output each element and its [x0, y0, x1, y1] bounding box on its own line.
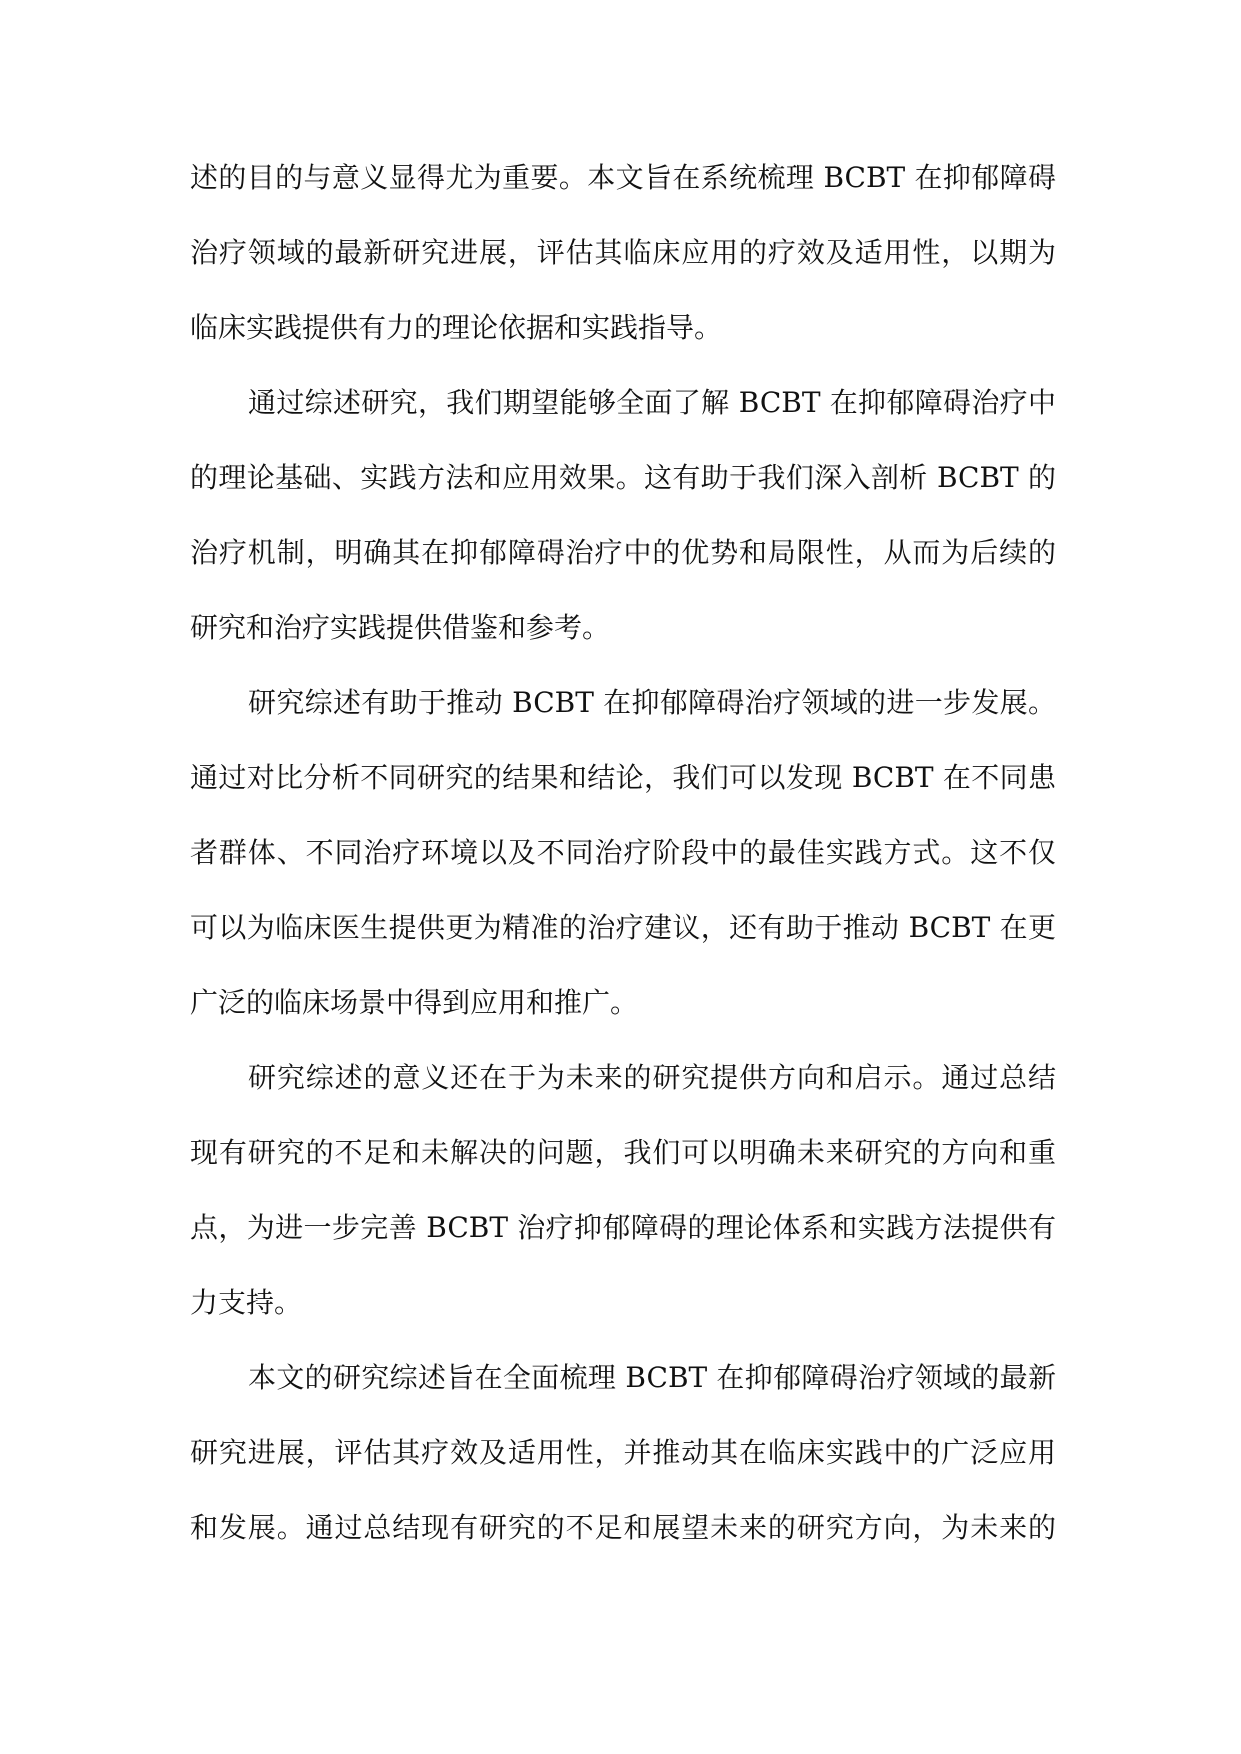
- text-line: 点，为进一步完善 BCBT 治疗抑郁障碍的理论体系和实践方法提供有: [190, 1211, 1056, 1244]
- text-line: 力支持。: [190, 1286, 303, 1319]
- text-line: 研究和治疗实践提供借鉴和参考。: [190, 611, 611, 644]
- text-line: 研究综述有助于推动 BCBT 在抑郁障碍治疗领域的进一步发展。: [248, 686, 1056, 719]
- text-line: 和发展。通过总结现有研究的不足和展望未来的研究方向，为未来的: [190, 1511, 1056, 1544]
- text-line: 通过综述研究，我们期望能够全面了解 BCBT 在抑郁障碍治疗中: [248, 386, 1056, 419]
- text-line: 的理论基础、实践方法和应用效果。这有助于我们深入剖析 BCBT 的: [190, 461, 1056, 494]
- paragraph: [190, 1340, 1056, 1565]
- paragraph: [190, 665, 1056, 1040]
- text-line: 治疗机制，明确其在抑郁障碍治疗中的优势和局限性，从而为后续的: [190, 536, 1056, 569]
- paragraph: [190, 1040, 1056, 1340]
- text-line: 广泛的临床场景中得到应用和推广。: [190, 986, 639, 1019]
- text-line: 者群体、不同治疗环境以及不同治疗阶段中的最佳实践方式。这不仅: [190, 836, 1056, 869]
- text-line: 通过对比分析不同研究的结果和结论，我们可以发现 BCBT 在不同患: [190, 761, 1056, 794]
- paragraph: [190, 140, 1056, 365]
- text-line: 研究综述的意义还在于为未来的研究提供方向和启示。通过总结: [248, 1061, 1056, 1094]
- paragraph: [190, 365, 1056, 665]
- text-line: 本文的研究综述旨在全面梳理 BCBT 在抑郁障碍治疗领域的最新: [248, 1361, 1056, 1394]
- text-line: 述的目的与意义显得尤为重要。本文旨在系统梳理 BCBT 在抑郁障碍: [190, 161, 1056, 194]
- text-line: 研究进展，评估其疗效及适用性，并推动其在临床实践中的广泛应用: [190, 1436, 1056, 1469]
- text-line: 临床实践提供有力的理论依据和实践指导。: [190, 311, 723, 344]
- text-line: 治疗领域的最新研究进展，评估其临床应用的疗效及适用性，以期为: [190, 236, 1056, 269]
- text-line: 可以为临床医生提供更为精准的治疗建议，还有助于推动 BCBT 在更: [190, 911, 1056, 944]
- text-line: 现有研究的不足和未解决的问题，我们可以明确未来研究的方向和重: [190, 1136, 1056, 1169]
- body-text: [190, 140, 1056, 1565]
